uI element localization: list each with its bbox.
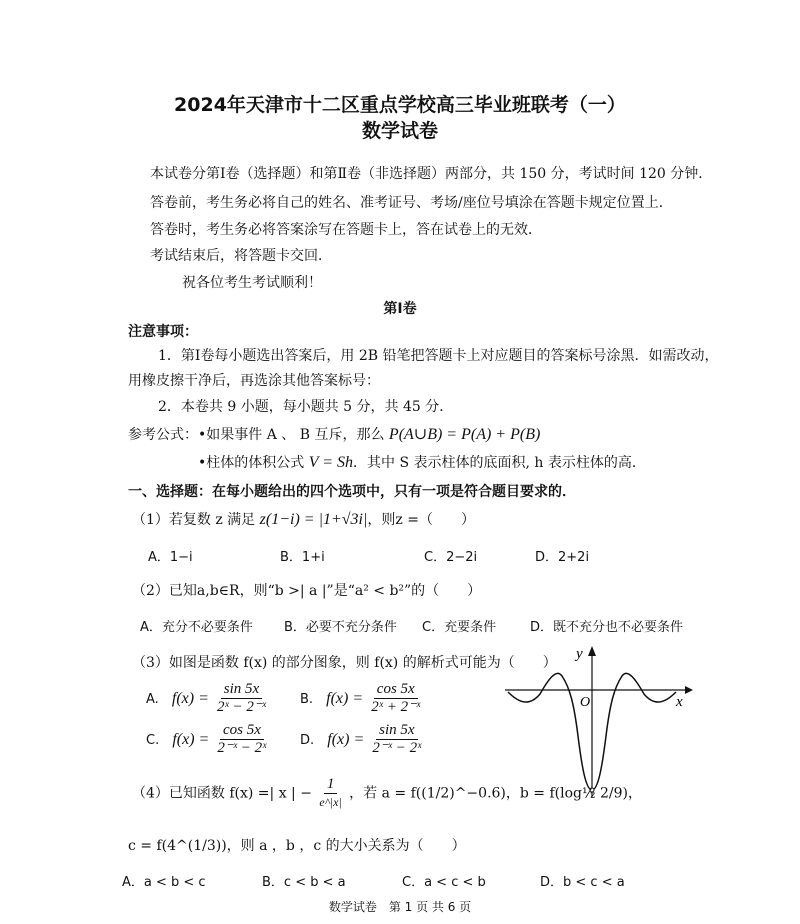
q3-option-a-lhs: f(x) = (171, 690, 209, 707)
intro-line-5: 祝各位考生考试顺利！ (182, 275, 322, 291)
q4-stem-b: ，若 a = f((1/2)^−0.6)，b = f(log½ 2/9)， (349, 785, 643, 802)
page-footer: 数学试卷 第 1 页 共 6 页 (328, 900, 472, 914)
exam-subtitle: 数学试卷 (361, 120, 438, 142)
ref-1-formula: P(A∪B) = P(A) + P(B) (388, 426, 541, 443)
y-axis-label: y (576, 646, 583, 662)
q3-option-b-den: 2ˣ + 2⁻ˣ (371, 699, 421, 715)
q4-option-a[interactable]: A．a < b < c (122, 875, 206, 890)
q3-option-b-label: B. (300, 692, 314, 707)
intro-line-1: 本试卷分第Ⅰ卷（选择题）和第Ⅱ卷（非选择题）两部分，共 150 分，考试时间 120 分钟． (150, 166, 713, 182)
question-4-stem-a (132, 776, 642, 811)
q3-option-d-num: sin 5x (376, 722, 417, 740)
note-1b: 用橡皮擦干净后，再选涂其他答案标号： (128, 373, 380, 389)
exam-title: 2024年天津市十二区重点学校高三毕业班联考（一） (174, 94, 626, 116)
note-2: 2．本卷共 9 小题，每小题共 5 分，共 45 分． (158, 399, 454, 415)
q3-option-c-fraction (214, 722, 269, 757)
intro-line-2: 答卷前，考生务必将自己的姓名、准考证号、考场/座位号填涂在答题卡规定位置上． (150, 195, 673, 211)
section-heading: 第Ⅰ卷 (383, 301, 417, 317)
q2-option-a[interactable]: A．充分不必要条件 (140, 620, 253, 635)
question-2-stem: （2）已知a,b∈R，则“b >| a |”是“a² < b²”的（ ） (132, 583, 482, 599)
ref-2-tail: ．其中 S 表示柱体的底面积, h 表示柱体的高． (353, 455, 646, 471)
q4-stem-a: （4）已知函数 f(x) =| x | − (132, 785, 312, 802)
q3-option-d-fraction (369, 722, 424, 757)
q2-option-d[interactable]: D．既不充分也不必要条件 (530, 620, 684, 635)
q3-option-c[interactable] (146, 722, 269, 757)
part-1-heading: 一、选择题：在每小题给出的四个选项中，只有一项是符合题目要求的． (128, 484, 576, 500)
q2-option-c[interactable]: C．充要条件 (422, 620, 497, 635)
origin-label: O (580, 695, 591, 710)
q3-option-a-num: sin 5x (221, 681, 262, 699)
intro-line-3: 答卷时，考生务必将答案涂写在答题卡上，答在试卷上的无效． (150, 222, 542, 238)
question-4-stem-c: c = f(4^(1/3))，则 a ，b ，c 的大小关系为（ ） (128, 838, 466, 854)
ref-2-text: •柱体的体积公式 (198, 455, 305, 471)
q1-option-b[interactable]: B．1+i (280, 550, 325, 565)
q1-stem-b: ，则z =（ ） (367, 512, 475, 528)
q3-option-d-den: 2⁻ˣ − 2ˣ (372, 740, 422, 756)
q3-option-a-fraction (214, 681, 269, 716)
q3-option-b-fraction (368, 681, 423, 716)
q3-option-a[interactable] (146, 681, 269, 716)
q3-option-c-lhs: f(x) = (172, 731, 210, 748)
q4-frac-num: 1 (324, 776, 338, 794)
q4-option-d[interactable]: D．b < c < a (540, 875, 625, 890)
reference-formulas (128, 424, 540, 444)
question-1-stem (132, 509, 475, 529)
q3-option-d[interactable] (300, 722, 424, 757)
q1-option-c[interactable]: C．2−2i (424, 550, 478, 565)
ref-1-text: •如果事件 A 、 B 互斥，那么 (198, 427, 385, 443)
q3-option-d-lhs: f(x) = (327, 731, 365, 748)
x-axis-label: x (676, 694, 683, 710)
notes-title: 注意事项： (128, 324, 198, 340)
y-axis-arrow (588, 646, 596, 656)
q3-option-b[interactable] (300, 681, 423, 716)
q4-option-c[interactable]: C．a < c < b (402, 875, 486, 890)
q1-formula: z(1−i) = |1+√3i| (259, 511, 368, 528)
ref-2-formula: V = Sh (308, 454, 353, 471)
q1-option-a[interactable]: A．1−i (148, 550, 193, 565)
q1-stem-a: （1）若复数 z 满足 (132, 512, 256, 528)
q3-option-a-label: A. (146, 692, 159, 707)
note-1a: 1．第Ⅰ卷每小题选出答案后，用 2B 铅笔把答题卡上对应题目的答案标号涂黑．如需改动， (158, 348, 719, 364)
q3-option-c-den: 2⁻ˣ − 2ˣ (217, 740, 267, 756)
q3-option-b-lhs: f(x) = (326, 690, 364, 707)
q4-frac-den: e^|x| (319, 795, 342, 809)
q3-option-c-num: cos 5x (220, 722, 264, 740)
q1-option-d[interactable]: D．2+2i (535, 550, 590, 565)
intro-line-4: 考试结束后，将答题卡交回． (150, 248, 332, 264)
q4-option-b[interactable]: B．c < b < a (262, 875, 346, 890)
ref-label: 参考公式： (128, 427, 198, 443)
question-3-stem: （3）如图是函数 f(x) 的部分图象，则 f(x) 的解析式可能为（ ） (132, 655, 557, 671)
q3-option-a-den: 2ˣ − 2⁻ˣ (216, 699, 266, 715)
q3-option-c-label: C. (146, 733, 160, 748)
q3-option-b-num: cos 5x (374, 681, 418, 699)
x-axis-arrow (685, 686, 693, 694)
q2-option-b[interactable]: B．必要不充分条件 (284, 620, 397, 635)
reference-formula-2 (198, 452, 646, 472)
q3-option-d-label: D. (300, 733, 315, 748)
q4-fraction (316, 776, 344, 811)
